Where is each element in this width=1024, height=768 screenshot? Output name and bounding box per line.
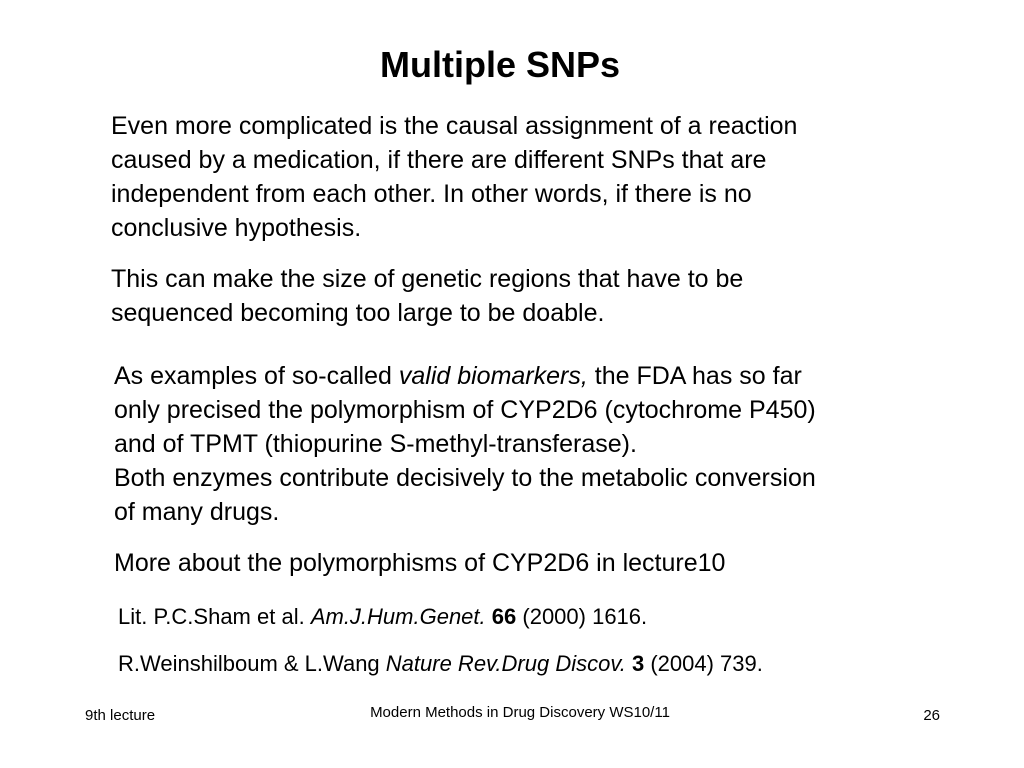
footer-page-number: 26: [923, 707, 940, 724]
text-line: caused by a medication, if there are different SNPs that are: [111, 146, 767, 174]
slide-title: Multiple SNPs: [379, 44, 621, 85]
reference-volume: 3: [631, 651, 645, 676]
paragraph-causal-assignment: [111, 109, 797, 245]
text-line: conclusive hypothesis.: [111, 214, 362, 242]
reference-journal: Nature Rev.Drug Discov.: [385, 651, 626, 676]
text-line: independent from each other. In other words, if there is no: [111, 180, 752, 208]
footer-lecture-number: 9th lecture: [85, 707, 156, 724]
text-line: [114, 359, 816, 393]
reference-year-page: (2004) 739.: [644, 651, 763, 676]
text-line: of many drugs.: [114, 498, 280, 526]
reference-year-page: (2000) 1616.: [516, 604, 648, 629]
text-line: Even more complicated is the causal assignment of a reaction: [111, 112, 798, 140]
reference-weinshilboum: [118, 649, 763, 679]
text-line: This can make the size of genetic regions that have to be: [111, 265, 744, 293]
reference-volume: 66: [491, 604, 517, 629]
reference-authors: R.Weinshilboum & L.Wang: [118, 651, 386, 676]
footer-course-title: Modern Methods in Drug Discovery WS10/11: [370, 704, 670, 721]
reference-authors: Lit. P.C.Sham et al.: [118, 604, 311, 629]
text-line: and of TPMT (thiopurine S-methyl-transferase).: [114, 430, 637, 458]
text-segment: As examples of so-called: [114, 362, 399, 390]
emphasis-valid-biomarkers: valid biomarkers,: [398, 362, 588, 390]
text-line: sequenced becoming too large to be doable.: [111, 299, 605, 327]
reference-sham: [118, 602, 647, 632]
paragraph-lecture10-pointer: More about the polymorphisms of CYP2D6 in lecture10: [114, 549, 726, 577]
paragraph-valid-biomarkers: [114, 359, 816, 529]
text-line: only precised the polymorphism of CYP2D6 (cytochrome P450): [114, 396, 816, 424]
reference-journal: Am.J.Hum.Genet.: [310, 604, 486, 629]
paragraph-genetic-regions: [111, 262, 743, 330]
text-line: Both enzymes contribute decisively to the metabolic conversion: [114, 464, 816, 492]
text-segment: the FDA has so far: [587, 362, 802, 390]
